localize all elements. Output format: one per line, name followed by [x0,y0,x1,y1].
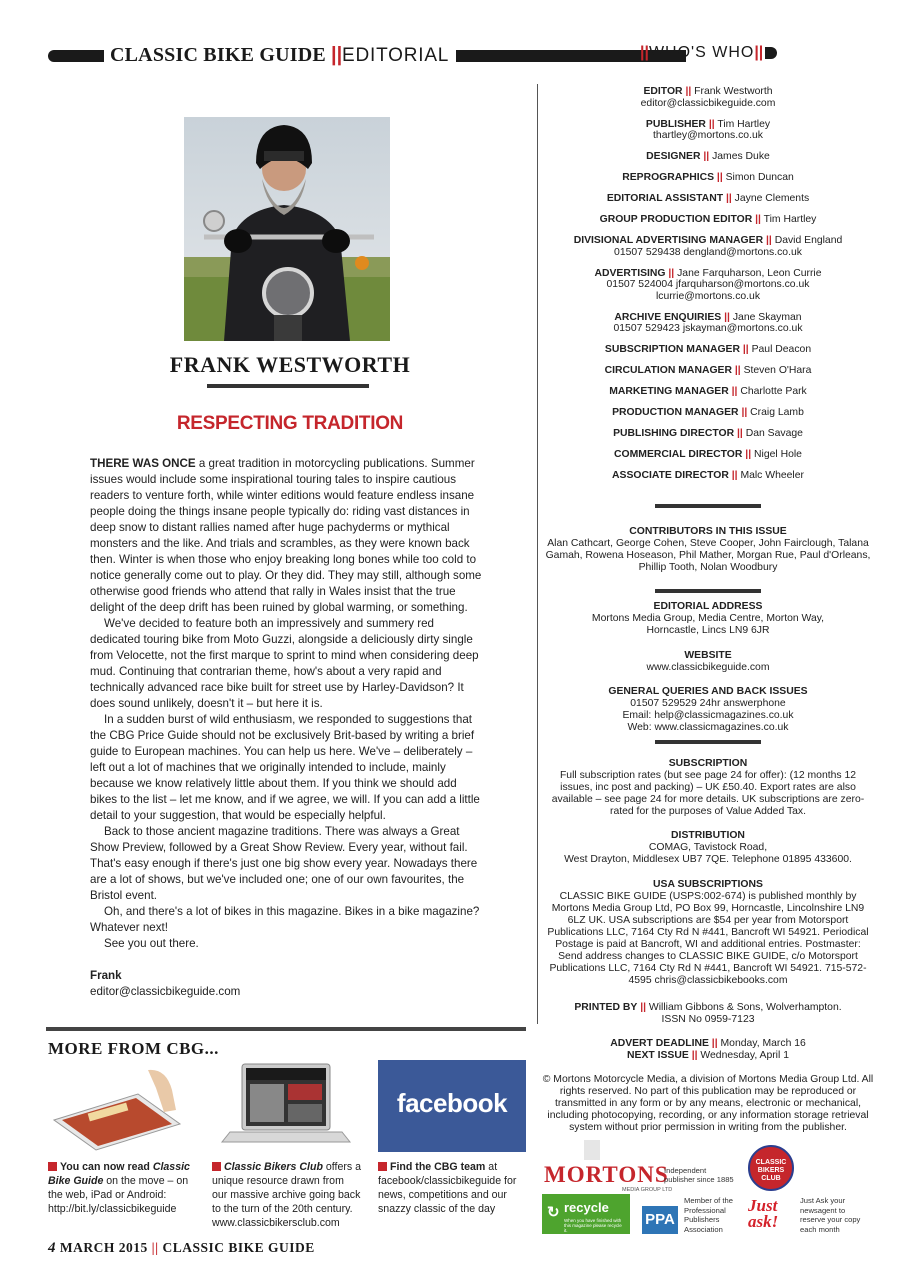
staff-entry [545,312,871,335]
staff-name: David England [774,235,843,246]
copyright-notice: © Mortons Motorcycle Media, a division of Mortons Media Group Ltd. All rights reserved. No part of this publication may be reproduced or transmitted in any form or by any means, electronic or mechanical, including photocopying, recording, or any information storage retrieval system without prior permission in writing from the publisher. [542,1074,874,1133]
staff-contact-2: lcurrie@mortons.co.uk [655,290,761,302]
caption-italic: Classic Bike Guide [48,1161,190,1187]
facebook-promo-image[interactable] [378,1060,526,1152]
staff-list [545,86,871,491]
queries-email[interactable]: Email: help@classicmagazines.co.uk [622,710,794,721]
classic-bikers-club-logo: CLASSIC BIKERS CLUB [748,1145,794,1191]
advert-deadline-heading: ADVERT DEADLINE [610,1038,709,1049]
staff-name: James Duke [712,151,770,162]
whos-who-title: WHO'S WHO [648,44,755,61]
separator: || [711,1038,718,1049]
staff-name: Jane Farquharson, Leon Currie [677,267,822,279]
staff-name: Dan Savage [745,428,803,439]
contributors-list: Alan Cathcart, George Cohen, Steve Cooper, John Fairclough, Talana Gamah, Rowena Hoseason, Phil Mather, Morgan Rue, Paul d'Orleans, Phillip Tooth, Nolan Woodbury [545,538,871,573]
address-line-2: Horncastle, Lincs LN9 6JR [646,625,770,636]
staff-entry [545,214,871,226]
staff-name: Tim Hartley [763,214,817,225]
laptop-promo-image[interactable] [212,1060,360,1152]
separator: || [725,193,732,204]
staff-contact: 01507 529423 jskayman@mortons.co.uk [613,323,803,334]
staff-role: EDITOR [643,86,683,97]
issn: ISSN No 0959-7123 [661,1014,755,1025]
staff-contact: 01507 529438 dengland@mortons.co.uk [614,246,802,258]
subscription-text: Full subscription rates (but see page 24 for offer): (12 months 12 issues, inc post and packing) – UK £50.40. Export rates are also available – see page 24 for more details. UK subscriptions are zero-rated for the purposes of Value Added Tax. [551,770,865,817]
staff-contact: 01507 524004 jfarquharson@mortons.co.uk [606,279,810,290]
staff-role: PRODUCTION MANAGER [612,407,739,418]
recycle-logo [542,1194,630,1234]
paragraph-3: In a sudden burst of wild enthusiasm, we responded to suggestions that the CBG Price Guide should not be exclusively Brit-based by writing a brief guide to European machines. You can help us here. We've – deliberately – left out a lot of machines that we originally intended to include, mainly because we know relatively little about them. If you think we should add bikes to the list – let me know, and if we agree, we will. If you can add a little detail to your suggestion, that would be especially helpful. [90,713,480,822]
separator: || [640,1002,647,1013]
more-section-title: MORE FROM CBG... [48,1039,219,1058]
queries-phone: 01507 529529 24hr answerphone [630,698,786,709]
staff-entry [545,86,871,109]
separator: || [708,118,715,130]
staff-entry [545,119,871,142]
deadline-block [545,1038,871,1062]
distribution-line-1: COMAG, Tavistock Road, [648,842,768,853]
separator: || [745,449,752,460]
just-ask-logo: Just ask! [748,1196,779,1231]
website-link[interactable]: www.classicbikeguide.com [646,662,770,673]
paragraph-6: See you out there. [104,937,199,950]
separator: || [765,235,772,246]
paragraph-1-text: a great tradition in motorcycling publications. Summer issues would include some inspirational touring tales to inspire cautious readers to venture forth, while winter editions would feature endless insane people doing the things insane people typically do: riding vast distances in deep snow to distant rallies named after huge pachyderms or mythical monsters and the like. And trials and scrambles, as they were known back then. Winter is when those who enjoy breaking long bones while too cold to notice generally come out to play. Or they did. They may still, although some otherwise good friends who attend that rally in Wales insist that the true delight of the deep drift has been ruined by global warming, or something. [90,457,482,614]
staff-name: Craig Lamb [750,407,804,418]
header-end-bar [765,47,777,59]
subscription-heading: SUBSCRIPTION [668,758,748,769]
staff-entry [545,268,871,303]
staff-role: MARKETING MANAGER [609,386,729,397]
section-divider [655,504,761,508]
staff-entry [545,365,871,377]
lead-in: THERE WAS ONCE [90,457,196,470]
separator: || [703,151,710,162]
ppa-logo: PPA [642,1206,678,1234]
staff-entry [545,407,871,419]
tablet-promo-image[interactable] [48,1060,196,1152]
header-left-bar [48,50,104,62]
paragraph-2: We've decided to feature both an impressively and summery red dedicated touring bike from Moto Guzzi, alongside a deliciously dirty single from Velocette, not the first marque to sprint to mind when considering deep mud. Continuing that contrarian theme, how's about a very rapid and technically advanced race bike built for street use by Harley-Davidson? It does sound unlikely, doesn't it – but here it is. [90,617,479,710]
staff-entry [545,151,871,163]
staff-role: DIVISIONAL ADVERTISING MANAGER [573,235,764,246]
separator: || [668,267,675,279]
staff-name: Jayne Clements [734,193,810,204]
contributors-block [545,504,871,574]
address-block [545,589,871,637]
address-heading: EDITORIAL ADDRESS [653,601,763,612]
separator: || [742,344,749,355]
caption-text: offers a unique resource drawn from our massive archive going back to the turn of the 20th century. www.classicbikersclub.com [212,1161,362,1229]
paragraph-4: Back to those ancient magazine traditions. There was always a Great Show Preview, followed by a Great Show Review. Every year, without fail. That's easy enough if there's just one big show every year. Nowadays there are a lot of shows, but we've included one; one of our own favourites, the Bristol event. [90,825,478,902]
staff-name: Paul Deacon [751,344,812,355]
printed-block [545,1002,871,1026]
staff-role: PUBLISHER [645,118,706,130]
usa-block [545,879,871,987]
separator: || [724,311,730,323]
staff-name: Simon Duncan [725,172,794,183]
mortons-logo: MORTONS [544,1162,669,1187]
staff-name: Charlotte Park [740,386,807,397]
section-divider [655,740,761,744]
separator: || [737,428,743,439]
staff-role: EDITORIAL ASSISTANT [606,193,724,204]
whos-who-sep-left: || [640,44,649,61]
staff-name: Frank Westworth [694,86,773,97]
caption-bold: Find the CBG team [390,1161,486,1173]
staff-name: Jane Skayman [732,311,802,323]
caption-text: at facebook/classicbikeguide for news, competitions and our snazzy classic of the day [378,1161,517,1215]
just-ask-note: Just Ask your newsagent to reserve your copy each month [800,1196,861,1234]
distribution-block [545,830,871,866]
footer-separator: || [151,1240,159,1255]
staff-role: ARCHIVE ENQUIRIES [614,311,722,323]
distribution-line-2: West Drayton, Middlesex UB7 7QE. Telephone 01895 433600. [564,854,852,865]
staff-role: GROUP PRODUCTION EDITOR [599,214,753,225]
page-footer [48,1240,315,1257]
staff-contact: editor@classicbikeguide.com [640,97,776,109]
website-block [545,650,871,674]
caption-text: on the move – on the web, iPad or Android: http://bit.ly/classicbikeguide [48,1175,189,1215]
recycle-text: recycle [564,1200,609,1215]
whos-who-sep-right: || [754,44,764,61]
staff-role: SUBSCRIPTION MANAGER [604,344,740,355]
section-divider [655,589,761,593]
staff-role: ADVERTISING [594,267,666,279]
queries-heading: GENERAL QUERIES AND BACK ISSUES [608,686,808,697]
staff-contact: thartley@mortons.co.uk [653,130,763,141]
separator: || [755,214,761,225]
staff-role: DESIGNER [646,151,701,162]
staff-role: REPROGRAPHICS [622,172,715,183]
staff-entry [545,470,871,482]
staff-name: Nigel Hole [754,449,802,460]
queries-web[interactable]: Web: www.classicmagazines.co.uk [627,722,789,733]
staff-entry [545,386,871,398]
promo-caption-facebook [378,1160,528,1216]
magazine-brand: CLASSIC BIKE GUIDE [110,44,326,66]
page-number: 4 [48,1240,56,1256]
queries-block [545,686,871,734]
caption-bold: You can now read [60,1161,153,1173]
separator: || [734,365,741,376]
whos-who-header [640,44,777,68]
staff-role: ASSOCIATE DIRECTOR [612,470,729,481]
red-bullet-icon [48,1162,57,1171]
red-bullet-icon [212,1162,221,1171]
subscription-block [545,740,871,818]
advert-deadline-date: Monday, March 16 [720,1038,806,1049]
article-body [90,456,484,1000]
distribution-heading: DISTRIBUTION [671,830,745,841]
caption-italic: Classic Bikers Club [224,1161,323,1173]
staff-entry [545,344,871,356]
mortons-logo-sub: MEDIA GROUP LTD [622,1187,673,1193]
section-name: EDITORIAL [342,45,450,66]
independent-publisher-note: Independent publisher since 1885 [664,1166,734,1184]
recycle-icon: ↻ [547,1204,560,1221]
recycle-subtext: When you have finished with this magazine please recycle it. [564,1218,622,1233]
website-heading: WEBSITE [684,650,732,661]
red-bullet-icon [378,1162,387,1171]
signoff-email[interactable]: editor@classicbikeguide.com [90,985,241,998]
staff-entry [545,449,871,461]
printed-heading: PRINTED BY [574,1002,638,1013]
staff-entry [545,235,871,258]
separator: || [691,1050,698,1061]
staff-name: Tim Hartley [717,118,771,130]
staff-name: Malc Wheeler [740,470,804,481]
paragraph-1 [90,456,484,616]
signoff: Frank [90,969,122,982]
separator: || [741,407,748,418]
staff-name: Steven O'Hara [743,365,812,376]
issue-date: MARCH 2015 [59,1240,148,1255]
separator: || [731,470,738,481]
facebook-logo-text: facebook [396,1088,508,1118]
ppa-member-note: Member of the Professional Publishers Association [684,1196,733,1234]
staff-role: PUBLISHING DIRECTOR [613,428,735,439]
next-issue-heading: NEXT ISSUE [627,1050,689,1061]
staff-entry [545,193,871,205]
separator: || [685,86,692,97]
staff-role: COMMERCIAL DIRECTOR [614,449,743,460]
printer-name: William Gibbons & Sons, Wolverhampton. [648,1002,842,1013]
footer-title: CLASSIC BIKE GUIDE [162,1240,315,1255]
promo-caption-digital [48,1160,198,1216]
author-photo [184,117,390,341]
staff-entry [545,428,871,440]
paragraph-5: Oh, and there's a lot of bikes in this magazine. Bikes in a bike magazine? Whatever next! [90,905,480,934]
author-name: FRANK WESTWORTH [169,352,411,377]
column-divider [537,84,538,1024]
address-line-1: Mortons Media Group, Media Centre, Morton Way, [591,613,825,624]
usa-text: CLASSIC BIKE GUIDE (USPS:002-674) is published monthly by Mortons Media Group Ltd, PO Box 99, Horncastle, Lincolnshire LN9 6LZ UK. USA subscriptions are $54 per year from Motorsport Publications LLC, 7164 Cty Rd N #441, Bancroft WI 54921. Periodical Postage is paid at Bancroft, WI and additional entries. Postmaster: Send address changes to CLASSIC BIKE GUIDE, c/o Motorsport Publications LLC, 7164 Cty Rd N #441, Bancroft WI 54921. 715-572-4595 chris@classicbikebooks.com [547,891,869,986]
staff-entry [545,172,871,184]
usa-heading: USA SUBSCRIPTIONS [653,879,763,890]
separator: || [716,172,723,183]
next-issue-date: Wednesday, April 1 [700,1050,789,1061]
promo-caption-club [212,1160,362,1230]
contributors-heading: CONTRIBUTORS IN THIS ISSUE [629,526,787,537]
staff-role: CIRCULATION MANAGER [604,365,732,376]
article-headline: RESPECTING TRADITION [176,413,404,434]
header-separator: || [331,44,343,66]
author-divider [207,384,369,388]
separator: || [731,386,738,397]
more-section-rule [46,1027,526,1031]
